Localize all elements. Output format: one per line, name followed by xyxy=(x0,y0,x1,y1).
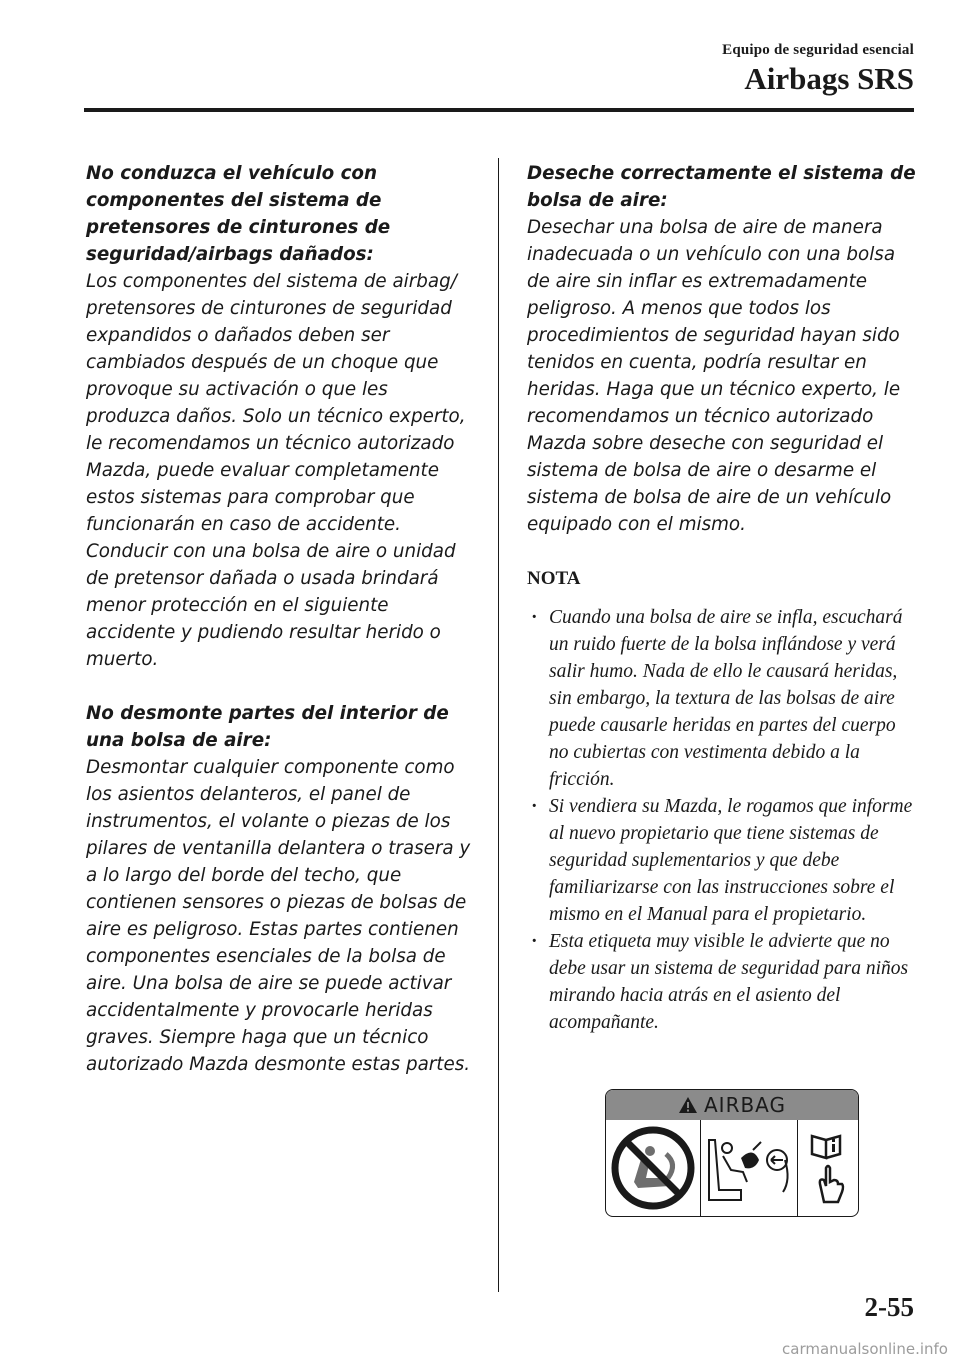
note-list xyxy=(527,604,919,1036)
watermark: carmanualsonline.info xyxy=(782,1340,948,1358)
note-item: · Si vendiera su Mazda, le rogamos que informe al nuevo propietario que tiene sistemas de seguridad suplementarios y que debe familiarizarse con las instrucciones sobre el mismo en el Manual para el propietario. xyxy=(527,793,919,928)
right-column xyxy=(527,160,919,1036)
column-divider xyxy=(498,158,499,1292)
airbag-label-title: AIRBAG xyxy=(703,1093,787,1117)
warning-triangle-icon xyxy=(678,1096,698,1114)
note-item: · Cuando una bolsa de aire se infla, escuchará un ruido fuerte de la bolsa inflándose y verá salir humo. Nada de ello le causará heridas, sin embargo, la textura de las bolsas de aire puede causarle heridas en partes del cuerpo no cubiertas con vestimenta debido a la fricción. xyxy=(527,604,919,793)
airbag-deploy-icon xyxy=(701,1120,797,1216)
left-column xyxy=(86,160,472,1078)
damaged-components-heading: No conduzca el vehículo con componentes del sistema de pretensores de cinturones de seguridad/airbags dañados: xyxy=(86,163,391,265)
page-number: 2-55 xyxy=(864,1292,914,1322)
header-rule xyxy=(84,108,914,112)
airbag-label-header xyxy=(606,1090,858,1120)
note-item: · Esta etiqueta muy visible le advierte que no debe usar un sistema de seguridad para niños mirando hacia atrás en el asiento del acompañante. xyxy=(527,928,919,1036)
disassembly-text: Desmontar cualquier componente como los asientos delanteros, el panel de instrumentos, el volante o piezas de los pilares de ventanilla delantera o trasera y a lo largo del borde del techo, que contienen sensores o piezas de bolsas de aire es peligroso. Estas partes contienen componentes esenciales de la bolsa de aire. Una bolsa de aire se puede activar accidentalmente y provocarle heridas graves. Siempre haga que un técnico autorizado Mazda desmonte estas partes. xyxy=(86,757,471,1075)
no-rear-facing-child-seat-icon xyxy=(606,1120,700,1216)
page-header xyxy=(722,42,914,97)
disposal-text: Desechar una bolsa de aire de manera inadecuada o un vehículo con una bolsa de aire sin inflar es extremadamente peligroso. A menos que todos los procedimientos de seguridad hayan sido tenidos en cuenta, podría resultar en heridas. Haga que un técnico experto, le recomendamos un técnico autorizado Mazda sobre deseche con seguridad el sistema de bolsa de aire o desarme el sistema de bolsa de aire de un vehículo equipado con el mismo. xyxy=(527,217,901,535)
read-manual-cell xyxy=(798,1120,858,1216)
damaged-components-text: Los componentes del sistema de airbag/ pretensores de cinturones de seguridad expandidos o dañados deben ser cambiados después de un choque que provoque su activación o que les produzca daños. Solo un técnico experto, le recomendamos un técnico autorizado Mazda, puede evaluar completamente estos sistemas para comprobar que funcionarán en caso de accidente. Conducir con una bolsa de aire o unidad de pretensor dañada o usada brindará menor protección en el siguiente accidente y pudiendo resultar herido o muerto. xyxy=(86,271,466,670)
read-manual-icon xyxy=(798,1120,858,1216)
section-title: Equipo de seguridad esencial xyxy=(722,42,914,58)
disposal-heading: Deseche correctamente el sistema de bolsa de aire: xyxy=(527,163,916,211)
disassembly-heading: No desmonte partes del interior de una bolsa de aire: xyxy=(86,703,449,751)
airbag-deploy-cell xyxy=(701,1120,798,1216)
airbag-warning-label xyxy=(605,1089,859,1217)
chapter-title: Airbags SRS xyxy=(744,61,914,96)
note-title: NOTA xyxy=(527,568,581,589)
no-child-seat-cell xyxy=(606,1120,701,1216)
